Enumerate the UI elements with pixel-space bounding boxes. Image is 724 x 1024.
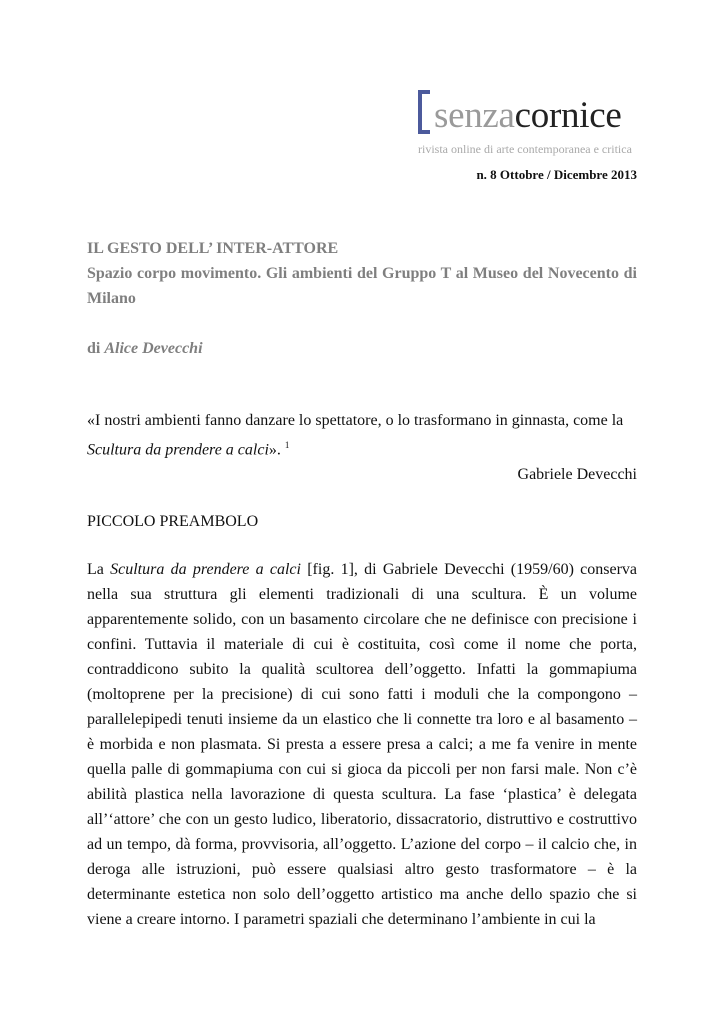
logo-tagline: rivista online di arte contemporanea e critica xyxy=(418,142,632,156)
paragraph-start: La xyxy=(87,561,111,578)
quote-author: Gabriele Devecchi xyxy=(517,466,637,484)
article-author: Alice Devecchi xyxy=(104,340,203,357)
body-paragraph xyxy=(87,557,637,932)
magazine-logo xyxy=(418,90,640,160)
article-subtitle: Spazio corpo movimento. Gli ambienti del Gruppo T al Museo del Novecento di Milano xyxy=(87,265,637,307)
logo-wordmark xyxy=(434,94,621,138)
epigraph-quote xyxy=(87,408,637,487)
quote-text xyxy=(87,408,637,462)
quote-text-end: ». xyxy=(268,441,285,459)
byline-prefix: di xyxy=(87,340,105,357)
issue-number: n. 8 Ottobre / Dicembre 2013 xyxy=(476,167,637,182)
logo-cornice: cornice xyxy=(514,95,622,136)
quote-text-italic: Scultura da prendere a calci xyxy=(87,441,269,459)
article-kicker: IL GESTO DELL’ INTER-ATTORE xyxy=(87,240,339,257)
paragraph-rest: [fig. 1], di Gabriele Devecchi (1959/60) conserva nella sua struttura gli elementi tradizionali di una scultura. È un volume apparentemente solido, con un basamento circolare che ne definisce con precisione i confini. Tuttavia il materiale di cui è costituita, così come il nome che porta, contraddicono subito la qualità scultorea dell’oggetto. Infatti la gommapiuma (moltoprene per la precisione) di cui sono fatti i moduli che la compongono – parallelepipedi tenuti insieme da un elastico che li connette tra loro e al basamento – è morbida e non plasmata. Si presta a essere presa a calci; a me fa venire in mente quella palle di gommapiuma con cui si gioca da piccoli per non farsi male. Non c’è abilità plastica nella lavorazione di questa scultura. La fase ‘plastica’ è delegata all’‘attore’ che con un gesto ludico, liberatorio, dissacratorio, distruttivo e costruttivo ad un tempo, dà forma, provvisoria, all’oggetto. L’azione del corpo – il calcio che, in deroga alle istruzioni, può essere qualsiasi altro gesto trasformatore – è la determinante estetica non solo dell’oggetto artistico ma anche dello spazio che si viene a creare intorno. I parametri spaziali che determinano l’ambiente in cui la xyxy=(87,561,637,928)
quote-text-start: «I nostri ambienti fanno danzare lo spettatore, o lo trasformano in ginnasta, come la xyxy=(87,412,624,429)
article-header xyxy=(87,236,637,361)
footnote-marker[interactable]: 1 xyxy=(284,440,290,450)
section-title: PICCOLO PREAMBOLO xyxy=(87,513,259,530)
paragraph-italic-title: Scultura da prendere a calci xyxy=(110,561,301,578)
article-byline xyxy=(87,336,637,361)
logo-bracket-icon xyxy=(418,90,430,134)
logo-senza: senza xyxy=(434,95,515,136)
